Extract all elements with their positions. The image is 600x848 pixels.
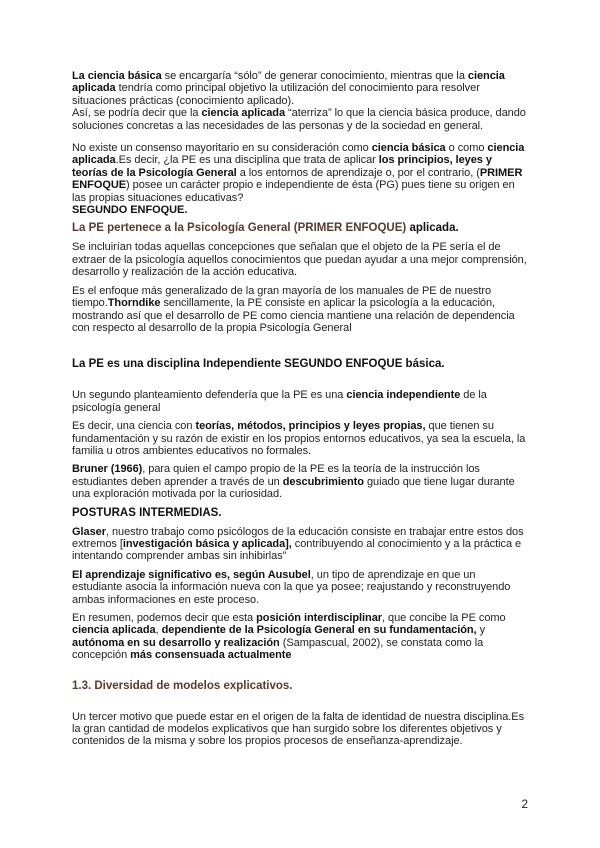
- paragraph-ciencia-basica: La ciencia básica se encargaría “sólo” de generar conocimiento, mientras que la ciencia aplicada tendría como principal objetivo la utilización del conocimiento para resolver situaciones prácticas (conocimiento aplicado). Así, se podría decir que la ciencia aplicada “aterriza” lo que la ciencia básica produce, dando soluciones concretas a las necesidades de las personas y de la sociedad en general.: [72, 70, 526, 132]
- paragraph-glaser: Glaser, nuestro trabajo como psicólogos de la educación consiste en trabajar entre estos dos extremos [investigación básica y aplicada], contribuyendo al conocimiento y a la práctica e intentando comprender ambas sin inhibirlas”: [72, 525, 524, 563]
- heading-diversidad-modelos: 1.3. Diversidad de modelos explicativos.: [72, 679, 293, 692]
- heading-primer-enfoque: La PE pertenece a la Psicología General (PRIMER ENFOQUE) aplicada.: [72, 222, 459, 235]
- paragraph-ciencia-independiente: Un segundo planteamiento defendería que la PE es una ciencia independiente de la psicología general: [72, 389, 487, 414]
- bold-term: La ciencia básica: [72, 70, 162, 82]
- paragraph-ausubel: El aprendizaje significativo es, según Ausubel, un tipo de aprendizaje en que un estudiante asocia la información nueva con la que ya posee; reajustando y reconstruyendo ambas informaciones en este proceso.: [72, 568, 511, 606]
- page-content: [72, 70, 528, 754]
- paragraph-tercer-motivo: Un tercer motivo que puede estar en el origen de la falta de identidad de nuestra disciplina.Es la gran cantidad de modelos explicativos que han surgido sobre los diferentes objetivos y contenidos de la misma y sobre los propios procesos de enseñanza-aprendizaje.: [72, 710, 525, 748]
- segundo-enfoque-label: SEGUNDO ENFOQUE.: [72, 204, 188, 217]
- heading-posturas-intermedias: POSTURAS INTERMEDIAS.: [72, 506, 222, 519]
- bold-term: ciencia aplicada: [72, 70, 505, 95]
- bold-term: ciencia aplicada: [201, 107, 286, 120]
- paragraph-bruner: Bruner (1966), para quien el campo propio de la PE es la teoría de la instrucción los estudiantes deben aprender a través de un descubrimiento guiado que tiene lugar durante una exploración motivada por la curiosidad.: [72, 463, 515, 501]
- paragraph-thorndike: Es el enfoque más generalizado de la gran mayoría de los manuales de PE de nuestro tiempo.Thorndike sencillamente, la PE consiste en aplicar la psicología a la educación, mostrando así que el desarrollo de PE como ciencia mantiene una relación de dependencia con respecto al desarrollo de la propia Psicología General: [72, 284, 515, 334]
- paragraph-resumen: En resumen, podemos decir que esta posición interdisciplinar, que concibe la PE como ciencia aplicada, dependiente de la Psicología General en su fundamentación, y autónoma en su desarrollo y realización (Sampascual, 2002), se constata como la concepción más consensuada actualmente: [72, 612, 506, 662]
- page-number: 2: [521, 797, 528, 811]
- heading-segundo-enfoque: La PE es una disciplina Independiente SEGUNDO ENFOQUE básica.: [72, 358, 445, 371]
- paragraph-consenso: No existe un consenso mayoritario en su consideración como ciencia básica o como ciencia aplicada.Es decir, ¿la PE es una disciplina que trata de aplicar los principios, leyes y teorías de la Psicología General a los entornos de aprendizaje o, por el contrario, (PRIMER ENFOQUE) posee un carácter propio e independiente de ésta (PG) pues tiene su origen en las propias situaciones educativas? SEGUNDO ENFOQUE.: [72, 142, 525, 217]
- paragraph-concepciones: Se incluirían todas aquellas concepciones que señalan que el objeto de la PE sería el de extraer de la psicología aquellos conocimientos que puedan ayudar a una mejor comprensión, desarrollo y realización de la acción educativa.: [72, 241, 527, 279]
- paragraph-teorias-propias: Es decir, una ciencia con teorías, métodos, principios y leyes propias, que tienen su fundamentación y su razón de existir en los propios entornos educativos, ya sea la escuela, la familia u otros ambientes educativos no formales.: [72, 420, 526, 457]
